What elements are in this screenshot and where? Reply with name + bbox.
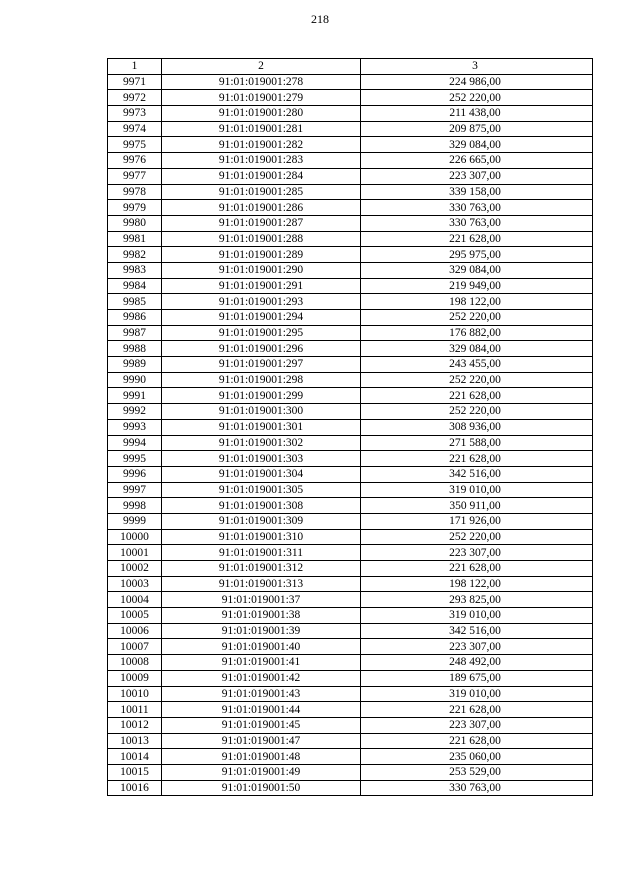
row-number-cell: 9973 — [108, 106, 162, 122]
cadastral-number-cell: 91:01:019001:43 — [162, 686, 361, 702]
row-number-cell: 9995 — [108, 451, 162, 467]
cadastral-value-cell: 243 455,00 — [361, 357, 593, 373]
cadastral-number-cell: 91:01:019001:304 — [162, 466, 361, 482]
row-number-cell: 10003 — [108, 576, 162, 592]
table-row — [108, 623, 593, 639]
table-row — [108, 780, 593, 796]
table-row — [108, 592, 593, 608]
row-number-cell: 10005 — [108, 608, 162, 624]
row-number-cell: 9987 — [108, 325, 162, 341]
row-number-cell: 9983 — [108, 262, 162, 278]
table-row — [108, 341, 593, 357]
cadastral-value-cell: 342 516,00 — [361, 623, 593, 639]
cadastral-value-cell: 330 763,00 — [361, 200, 593, 216]
cadastral-value-cell: 293 825,00 — [361, 592, 593, 608]
table-row — [108, 498, 593, 514]
cadastral-number-cell: 91:01:019001:293 — [162, 294, 361, 310]
cadastral-number-cell: 91:01:019001:38 — [162, 608, 361, 624]
table-row — [108, 639, 593, 655]
row-number-cell: 10014 — [108, 749, 162, 765]
cadastral-number-cell: 91:01:019001:40 — [162, 639, 361, 655]
cadastral-number-cell: 91:01:019001:299 — [162, 388, 361, 404]
row-number-cell: 10004 — [108, 592, 162, 608]
row-number-cell: 10000 — [108, 529, 162, 545]
cadastral-number-cell: 91:01:019001:282 — [162, 137, 361, 153]
table-row — [108, 608, 593, 624]
cadastral-value-cell: 252 220,00 — [361, 404, 593, 420]
row-number-cell: 10001 — [108, 545, 162, 561]
row-number-cell: 9997 — [108, 482, 162, 498]
cadastral-number-cell: 91:01:019001:312 — [162, 561, 361, 577]
cadastral-value-cell: 342 516,00 — [361, 466, 593, 482]
cadastral-number-cell: 91:01:019001:284 — [162, 168, 361, 184]
cadastral-number-cell: 91:01:019001:291 — [162, 278, 361, 294]
cadastral-number-cell: 91:01:019001:298 — [162, 372, 361, 388]
table-row — [108, 90, 593, 106]
table-row — [108, 702, 593, 718]
table-header-row — [108, 59, 593, 75]
row-number-cell: 10009 — [108, 670, 162, 686]
table-row — [108, 419, 593, 435]
page-number: 218 — [311, 12, 329, 26]
cadastral-number-cell: 91:01:019001:286 — [162, 200, 361, 216]
row-number-cell: 9976 — [108, 153, 162, 169]
cadastral-number-cell: 91:01:019001:278 — [162, 74, 361, 90]
table-row — [108, 106, 593, 122]
cadastral-value-cell: 308 936,00 — [361, 419, 593, 435]
table-row — [108, 357, 593, 373]
cadastral-value-cell: 189 675,00 — [361, 670, 593, 686]
table-row — [108, 372, 593, 388]
cadastral-number-cell: 91:01:019001:45 — [162, 717, 361, 733]
row-number-cell: 9993 — [108, 419, 162, 435]
row-number-cell: 9998 — [108, 498, 162, 514]
table-row — [108, 733, 593, 749]
cadastral-value-cell: 329 084,00 — [361, 262, 593, 278]
cadastral-value-cell: 221 628,00 — [361, 733, 593, 749]
row-number-cell: 9978 — [108, 184, 162, 200]
table-row — [108, 121, 593, 137]
table-row — [108, 466, 593, 482]
row-number-cell: 9982 — [108, 247, 162, 263]
row-number-cell: 10007 — [108, 639, 162, 655]
table-row — [108, 513, 593, 529]
row-number-cell: 10015 — [108, 764, 162, 780]
table-row — [108, 310, 593, 326]
cadastral-number-cell: 91:01:019001:37 — [162, 592, 361, 608]
cadastral-value-cell: 171 926,00 — [361, 513, 593, 529]
cadastral-number-cell: 91:01:019001:308 — [162, 498, 361, 514]
table-row — [108, 168, 593, 184]
cadastral-number-cell: 91:01:019001:303 — [162, 451, 361, 467]
cadastral-value-cell: 252 220,00 — [361, 372, 593, 388]
table-row — [108, 545, 593, 561]
cadastral-value-cell: 339 158,00 — [361, 184, 593, 200]
cadastral-value-cell: 253 529,00 — [361, 764, 593, 780]
cadastral-number-cell: 91:01:019001:285 — [162, 184, 361, 200]
cadastral-value-cell: 330 763,00 — [361, 780, 593, 796]
cadastral-value-cell: 223 307,00 — [361, 639, 593, 655]
row-number-cell: 10012 — [108, 717, 162, 733]
row-number-cell: 9980 — [108, 215, 162, 231]
row-number-cell: 9971 — [108, 74, 162, 90]
cadastral-number-cell: 91:01:019001:288 — [162, 231, 361, 247]
cadastral-value-table — [107, 58, 593, 796]
cadastral-value-cell: 224 986,00 — [361, 74, 593, 90]
cadastral-number-cell: 91:01:019001:50 — [162, 780, 361, 796]
cadastral-number-cell: 91:01:019001:295 — [162, 325, 361, 341]
cadastral-value-cell: 235 060,00 — [361, 749, 593, 765]
row-number-cell: 9989 — [108, 357, 162, 373]
cadastral-number-cell: 91:01:019001:305 — [162, 482, 361, 498]
cadastral-value-cell: 319 010,00 — [361, 686, 593, 702]
cadastral-number-cell: 91:01:019001:281 — [162, 121, 361, 137]
cadastral-number-cell: 91:01:019001:49 — [162, 764, 361, 780]
row-number-cell: 9990 — [108, 372, 162, 388]
table-row — [108, 153, 593, 169]
row-number-cell: 10008 — [108, 655, 162, 671]
cadastral-value-cell: 330 763,00 — [361, 215, 593, 231]
table-row — [108, 529, 593, 545]
cadastral-value-cell: 198 122,00 — [361, 294, 593, 310]
row-number-cell: 10006 — [108, 623, 162, 639]
cadastral-value-cell: 211 438,00 — [361, 106, 593, 122]
cadastral-number-cell: 91:01:019001:309 — [162, 513, 361, 529]
cadastral-value-cell: 329 084,00 — [361, 137, 593, 153]
row-number-cell: 9984 — [108, 278, 162, 294]
column-header-3: 3 — [361, 59, 593, 75]
cadastral-value-cell: 223 307,00 — [361, 168, 593, 184]
cadastral-value-cell: 221 628,00 — [361, 231, 593, 247]
row-number-cell: 9985 — [108, 294, 162, 310]
cadastral-number-cell: 91:01:019001:301 — [162, 419, 361, 435]
cadastral-value-cell: 319 010,00 — [361, 482, 593, 498]
cadastral-number-cell: 91:01:019001:283 — [162, 153, 361, 169]
table-row — [108, 561, 593, 577]
cadastral-value-cell: 252 220,00 — [361, 310, 593, 326]
row-number-cell: 10002 — [108, 561, 162, 577]
cadastral-number-cell: 91:01:019001:39 — [162, 623, 361, 639]
cadastral-value-cell: 252 220,00 — [361, 90, 593, 106]
table-row — [108, 200, 593, 216]
table-row — [108, 576, 593, 592]
row-number-cell: 9996 — [108, 466, 162, 482]
table-row — [108, 294, 593, 310]
table-row — [108, 262, 593, 278]
cadastral-value-cell: 221 628,00 — [361, 702, 593, 718]
table-row — [108, 404, 593, 420]
table-row — [108, 74, 593, 90]
cadastral-number-cell: 91:01:019001:279 — [162, 90, 361, 106]
row-number-cell: 9974 — [108, 121, 162, 137]
cadastral-number-cell: 91:01:019001:287 — [162, 215, 361, 231]
row-number-cell: 10010 — [108, 686, 162, 702]
column-header-2: 2 — [162, 59, 361, 75]
table-row — [108, 184, 593, 200]
cadastral-number-cell: 91:01:019001:297 — [162, 357, 361, 373]
cadastral-value-cell: 176 882,00 — [361, 325, 593, 341]
cadastral-number-cell: 91:01:019001:310 — [162, 529, 361, 545]
cadastral-value-cell: 350 911,00 — [361, 498, 593, 514]
cadastral-value-cell: 271 588,00 — [361, 435, 593, 451]
table-row — [108, 749, 593, 765]
row-number-cell: 10016 — [108, 780, 162, 796]
table-row — [108, 231, 593, 247]
cadastral-value-cell: 252 220,00 — [361, 529, 593, 545]
cadastral-number-cell: 91:01:019001:48 — [162, 749, 361, 765]
cadastral-value-cell: 198 122,00 — [361, 576, 593, 592]
cadastral-number-cell: 91:01:019001:296 — [162, 341, 361, 357]
cadastral-value-cell: 209 875,00 — [361, 121, 593, 137]
row-number-cell: 9981 — [108, 231, 162, 247]
row-number-cell: 9975 — [108, 137, 162, 153]
cadastral-number-cell: 91:01:019001:289 — [162, 247, 361, 263]
cadastral-number-cell: 91:01:019001:302 — [162, 435, 361, 451]
table-row — [108, 482, 593, 498]
row-number-cell: 9992 — [108, 404, 162, 420]
cadastral-number-cell: 91:01:019001:44 — [162, 702, 361, 718]
cadastral-value-cell: 248 492,00 — [361, 655, 593, 671]
cadastral-number-cell: 91:01:019001:42 — [162, 670, 361, 686]
table-row — [108, 215, 593, 231]
cadastral-number-cell: 91:01:019001:41 — [162, 655, 361, 671]
table-row — [108, 451, 593, 467]
table-row — [108, 717, 593, 733]
cadastral-number-cell: 91:01:019001:313 — [162, 576, 361, 592]
table-row — [108, 435, 593, 451]
cadastral-value-cell: 223 307,00 — [361, 545, 593, 561]
table-row — [108, 764, 593, 780]
cadastral-value-cell: 221 628,00 — [361, 388, 593, 404]
row-number-cell: 9986 — [108, 310, 162, 326]
table-row — [108, 670, 593, 686]
cadastral-number-cell: 91:01:019001:290 — [162, 262, 361, 278]
row-number-cell: 9991 — [108, 388, 162, 404]
cadastral-value-cell: 329 084,00 — [361, 341, 593, 357]
row-number-cell: 9972 — [108, 90, 162, 106]
cadastral-value-cell: 226 665,00 — [361, 153, 593, 169]
cadastral-value-cell: 223 307,00 — [361, 717, 593, 733]
row-number-cell: 10011 — [108, 702, 162, 718]
cadastral-value-cell: 221 628,00 — [361, 561, 593, 577]
row-number-cell: 10013 — [108, 733, 162, 749]
cadastral-value-cell: 319 010,00 — [361, 608, 593, 624]
cadastral-number-cell: 91:01:019001:300 — [162, 404, 361, 420]
column-header-1: 1 — [108, 59, 162, 75]
table-row — [108, 655, 593, 671]
row-number-cell: 9994 — [108, 435, 162, 451]
cadastral-number-cell: 91:01:019001:47 — [162, 733, 361, 749]
row-number-cell: 9999 — [108, 513, 162, 529]
cadastral-value-cell: 295 975,00 — [361, 247, 593, 263]
row-number-cell: 9988 — [108, 341, 162, 357]
table-row — [108, 686, 593, 702]
table-row — [108, 325, 593, 341]
row-number-cell: 9977 — [108, 168, 162, 184]
cadastral-number-cell: 91:01:019001:280 — [162, 106, 361, 122]
table-body — [108, 59, 593, 796]
cadastral-value-cell: 221 628,00 — [361, 451, 593, 467]
cadastral-number-cell: 91:01:019001:311 — [162, 545, 361, 561]
cadastral-number-cell: 91:01:019001:294 — [162, 310, 361, 326]
table-row — [108, 137, 593, 153]
table-row — [108, 247, 593, 263]
table-row — [108, 278, 593, 294]
table-row — [108, 388, 593, 404]
row-number-cell: 9979 — [108, 200, 162, 216]
cadastral-value-cell: 219 949,00 — [361, 278, 593, 294]
